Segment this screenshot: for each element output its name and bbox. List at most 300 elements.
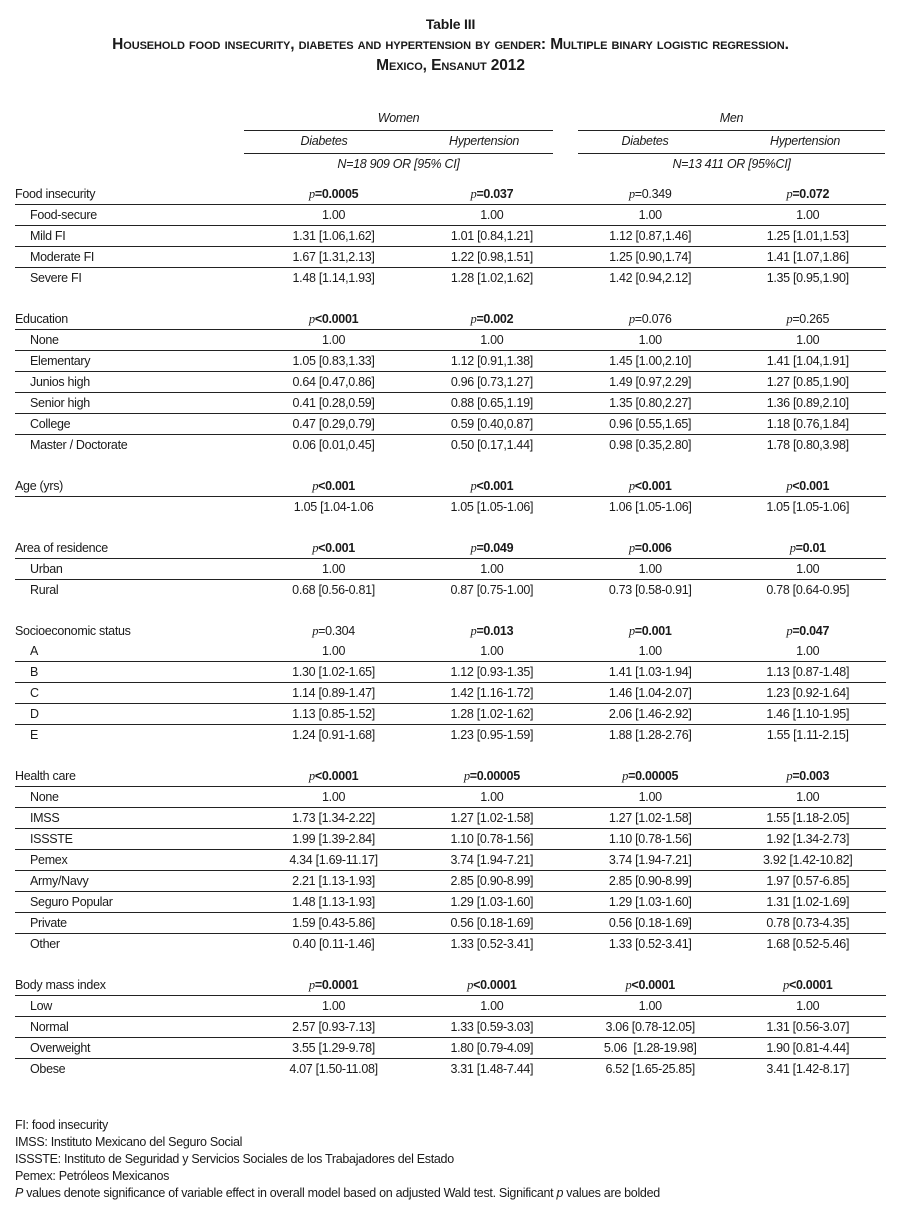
odds-ratio-cell: 1.99 [1.39-2.84] (254, 829, 412, 850)
group-header-row (15, 766, 886, 787)
p-value-text: <0.001 (318, 479, 355, 493)
group-label: Body mass index (15, 975, 254, 996)
odds-ratio-cell: 3.06 [0.78-12.05] (571, 1017, 730, 1038)
footnote-italic: P (15, 1186, 24, 1200)
odds-ratio-cell: 1.97 [0.57-6.85] (729, 871, 886, 892)
p-value-text: =0.013 (476, 624, 514, 638)
p-symbol: p (628, 541, 635, 555)
p-symbol: p (786, 187, 793, 201)
table-row (15, 641, 886, 662)
p-symbol: p (628, 479, 635, 493)
p-value-cell (254, 476, 412, 497)
table-title-line1: Household food insecurity, diabetes and hypertension by gender: Multiple binary logistic regression. (112, 36, 789, 53)
p-symbol: p (786, 479, 793, 493)
row-label: Moderate FI (15, 247, 254, 268)
p-value-text: <0.0001 (314, 312, 359, 326)
group-spacer (15, 517, 886, 538)
row-label: E (30, 728, 39, 742)
table-row (15, 1017, 886, 1038)
p-symbol: p (789, 541, 796, 555)
odds-ratio-cell: 1.55 [1.18-2.05] (729, 808, 886, 829)
odds-ratio-cell: 3.74 [1.94-7.21] (413, 850, 571, 871)
odds-ratio-cell: 1.28 [1.02,1.62] (450, 271, 533, 285)
odds-ratio-cell: 1.28 [1.02-1.62] (413, 704, 571, 725)
p-symbol: p (786, 624, 793, 638)
odds-ratio-cell: 1.36 [0.89,2.10] (729, 393, 886, 414)
p-symbol: p (470, 479, 477, 493)
odds-ratio-cell: 0.56 [0.18-1.69] (571, 913, 730, 934)
p-value-text: =0.037 (476, 187, 514, 201)
p-value (312, 541, 355, 555)
footnote-text: values denote significance of variable effect in overall model based on adjusted Wald test. Significant (23, 1186, 557, 1200)
p-value (786, 479, 829, 493)
odds-ratio-cell: 0.50 [0.17,1.44] (450, 438, 533, 452)
odds-ratio-cell: 3.31 [1.48-7.44] (450, 1062, 534, 1076)
table-row (15, 892, 886, 913)
odds-ratio-cell: 3.55 [1.29-9.78] (254, 1038, 412, 1059)
p-value (629, 624, 672, 638)
table-row (15, 205, 886, 226)
row-label: None (15, 330, 254, 351)
odds-ratio-cell: 1.46 [1.10-1.95] (729, 704, 886, 725)
table-row (15, 996, 886, 1017)
p-symbol: p (628, 624, 635, 638)
p-value-cell (571, 538, 730, 559)
row-label: C (15, 683, 254, 704)
spacer-cell (15, 745, 886, 766)
p-value-text: =0.00005 (628, 769, 679, 783)
odds-ratio-cell: 1.00 (254, 996, 412, 1017)
odds-ratio-cell: 0.96 [0.55,1.65] (571, 414, 730, 435)
row-label: A (15, 641, 254, 662)
p-value-text: <0.0001 (631, 978, 675, 992)
odds-ratio-cell: 1.88 [1.28-2.76] (608, 728, 692, 742)
p-value-cell (254, 184, 412, 205)
odds-ratio-cell: 1.33 [0.52-3.41] (450, 937, 534, 951)
table-row (15, 704, 886, 725)
p-value-text: <0.0001 (473, 978, 517, 992)
p-symbol: p (786, 312, 793, 326)
footnote-text: Pemex: Petróleos Mexicanos (15, 1169, 170, 1183)
p-value-cell (729, 975, 886, 996)
p-value (309, 769, 358, 783)
odds-ratio-cell: 5.06 [1.28-19.98] (571, 1038, 730, 1059)
p-value-cell (729, 766, 886, 787)
p-value-cell (571, 476, 730, 497)
p-value (309, 978, 358, 992)
odds-ratio-cell: 1.78 [0.80,3.98] (766, 438, 849, 452)
p-symbol: p (308, 187, 315, 201)
p-value (629, 312, 672, 326)
p-value (786, 624, 829, 638)
p-value (786, 187, 829, 201)
odds-ratio-cell: 1.10 [0.78-1.56] (413, 829, 571, 850)
odds-ratio-cell: 1.35 [0.80,2.27] (571, 393, 730, 414)
footnote (15, 1117, 660, 1134)
odds-ratio-cell: 0.41 [0.28,0.59] (254, 393, 412, 414)
p-symbol: p (470, 312, 477, 326)
p-value (629, 541, 672, 555)
p-symbol: p (783, 978, 789, 992)
p-symbol: p (470, 624, 477, 638)
group-header-row (15, 538, 886, 559)
odds-ratio-cell: 1.23 [0.92-1.64] (729, 683, 886, 704)
odds-ratio-cell: 1.00 (729, 787, 886, 808)
p-value (790, 541, 826, 555)
p-value-cell (729, 309, 886, 330)
p-symbol: p (786, 769, 793, 783)
p-symbol: p (463, 769, 470, 783)
odds-ratio-cell: 1.00 (571, 641, 730, 662)
odds-ratio-cell: 1.10 [0.78-1.56] (571, 829, 730, 850)
p-value (786, 769, 829, 783)
odds-ratio-cell: 1.73 [1.34-2.22] (254, 808, 412, 829)
odds-ratio-cell: 0.40 [0.11-1.46] (292, 937, 375, 951)
footnote-italic: p (556, 1186, 564, 1200)
odds-ratio-cell: 1.12 [0.93-1.35] (413, 662, 571, 683)
odds-ratio-cell: 1.00 (571, 996, 730, 1017)
group-header-row (15, 476, 886, 497)
table-row (15, 1059, 886, 1080)
p-symbol: p (622, 769, 629, 783)
p-symbol: p (628, 312, 635, 326)
odds-ratio-cell: 3.41 [1.42-8.17] (766, 1062, 850, 1076)
table-row (15, 808, 886, 829)
row-label: Army/Navy (15, 871, 254, 892)
p-value-cell (571, 975, 730, 996)
odds-ratio-cell: 1.42 [1.16-1.72] (413, 683, 571, 704)
footnote-text: values are bolded (563, 1186, 660, 1200)
odds-ratio-cell: 1.33 [0.59-3.03] (413, 1017, 571, 1038)
odds-ratio-cell: 1.00 (729, 330, 886, 351)
regression-table (15, 184, 886, 1079)
odds-ratio-cell: 1.00 (413, 559, 571, 580)
table-title-line2: Mexico, Ensanut 2012 (376, 57, 525, 74)
row-label: Low (15, 996, 254, 1017)
p-value (629, 187, 672, 201)
odds-ratio-cell: 0.88 [0.65,1.19] (413, 393, 571, 414)
odds-ratio-cell: 1.12 [0.91,1.38] (413, 351, 571, 372)
table-row (15, 268, 886, 289)
group-spacer (15, 954, 886, 975)
p-value-text: =0.001 (634, 624, 672, 638)
odds-ratio-cell: 1.33 [0.52-3.41] (608, 937, 692, 951)
group-label: Socioeconomic status (15, 624, 131, 638)
odds-ratio-cell: 1.49 [0.97,2.29] (571, 372, 730, 393)
p-value-cell (254, 309, 412, 330)
p-value-text: =0.002 (476, 312, 514, 326)
women-hypertension-header: Hypertension (448, 134, 520, 148)
footnote (15, 1168, 660, 1185)
p-value-cell (729, 621, 886, 641)
odds-ratio-cell: 1.55 [1.11-2.15] (766, 728, 849, 742)
group-label: Food insecurity (15, 184, 254, 205)
p-value-cell (413, 621, 571, 641)
group-spacer (15, 745, 886, 766)
p-value-cell (729, 538, 886, 559)
odds-ratio-cell: 1.22 [0.98,1.51] (413, 247, 571, 268)
p-value-cell (254, 538, 412, 559)
odds-ratio-cell: 1.18 [0.76,1.84] (729, 414, 886, 435)
p-value-text: <0.001 (318, 541, 355, 555)
p-value (629, 479, 672, 493)
footnote-text: ISSSTE: Instituto de Seguridad y Servicios Sociales de los Trabajadores del Estado (15, 1152, 454, 1166)
odds-ratio-cell: 1.12 [0.87,1.46] (571, 226, 730, 247)
p-symbol: p (628, 187, 635, 201)
p-value-text: =0.00005 (469, 769, 520, 783)
table-row (15, 372, 886, 393)
odds-ratio-cell: 1.00 (571, 205, 730, 226)
table-row (15, 497, 886, 518)
odds-ratio-cell: 1.00 (571, 330, 730, 351)
odds-ratio-cell: 1.31 [1.06,1.62] (254, 226, 412, 247)
p-value-cell (254, 975, 412, 996)
p-value-cell (571, 184, 730, 205)
p-value (622, 769, 678, 783)
p-value-cell (413, 538, 571, 559)
odds-ratio-cell: 1.00 (413, 205, 571, 226)
row-label: Seguro Popular (15, 892, 254, 913)
p-value-text: <0.001 (634, 479, 672, 493)
p-value-cell (571, 621, 730, 641)
row-label: Mild FI (15, 226, 254, 247)
p-value-text: =0.072 (792, 187, 830, 201)
men-hypertension-header: Hypertension (769, 134, 841, 148)
odds-ratio-cell: 1.06 [1.05-1.06] (608, 500, 692, 514)
table-row (15, 414, 886, 435)
row-label: Severe FI (30, 271, 82, 285)
odds-ratio-cell: 2.21 [1.13-1.93] (254, 871, 412, 892)
women-sample-size: N=18 909 OR [95% CI] (337, 157, 460, 171)
odds-ratio-cell: 1.00 (254, 787, 412, 808)
odds-ratio-cell: 0.87 [0.75-1.00] (450, 583, 534, 597)
row-label: Urban (15, 559, 254, 580)
odds-ratio-cell: 3.92 [1.42-10.82] (729, 850, 886, 871)
p-value (309, 187, 358, 201)
spacer-cell (15, 954, 886, 975)
odds-ratio-cell: 1.24 [0.91-1.68] (292, 728, 375, 742)
women-header-rule (244, 130, 553, 131)
p-value (312, 624, 355, 638)
odds-ratio-cell: 1.92 [1.34-2.73] (729, 829, 886, 850)
odds-ratio-cell: 1.27 [1.02-1.58] (413, 808, 571, 829)
odds-ratio-cell: 1.68 [0.52-5.46] (766, 937, 850, 951)
row-label: Junios high (15, 372, 254, 393)
p-value (470, 624, 513, 638)
odds-ratio-cell: 1.35 [0.95,1.90] (766, 271, 849, 285)
odds-ratio-cell: 1.00 (254, 205, 412, 226)
p-value-cell (413, 766, 571, 787)
odds-ratio-cell: 2.57 [0.93-7.13] (254, 1017, 412, 1038)
women-diabetes-header: Diabetes (300, 134, 348, 148)
p-value (464, 769, 520, 783)
table-row (15, 829, 886, 850)
table-label: Table III (425, 16, 476, 32)
p-value (467, 978, 516, 992)
odds-ratio-cell: 1.90 [0.81-4.44] (729, 1038, 886, 1059)
odds-ratio-cell: 1.80 [0.79-4.09] (413, 1038, 571, 1059)
odds-ratio-cell: 0.47 [0.29,0.79] (254, 414, 412, 435)
odds-ratio-cell: 1.00 (254, 559, 412, 580)
p-value-text: =0.003 (792, 769, 830, 783)
p-value (470, 187, 513, 201)
p-value (783, 978, 832, 992)
odds-ratio-cell: 1.46 [1.04-2.07] (571, 683, 730, 704)
p-value (470, 312, 513, 326)
p-value-cell (413, 184, 571, 205)
row-label: Senior high (15, 393, 254, 414)
odds-ratio-cell: 1.42 [0.94,2.12] (609, 271, 692, 285)
row-label: Private (15, 913, 254, 934)
odds-ratio-cell: 1.25 [1.01,1.53] (729, 226, 886, 247)
group-label: Age (yrs) (15, 476, 254, 497)
group-header-row (15, 309, 886, 330)
table-row (15, 1038, 886, 1059)
p-value-cell (413, 975, 571, 996)
row-label: College (15, 414, 254, 435)
odds-ratio-cell: 1.23 [0.95-1.59] (450, 728, 534, 742)
men-sample-size: N=13 411 OR [95%CI] (672, 157, 791, 171)
odds-ratio-cell: 1.00 (413, 641, 571, 662)
table-row (15, 850, 886, 871)
regression-table-body (15, 184, 886, 1079)
odds-ratio-cell: 1.25 [0.90,1.74] (571, 247, 730, 268)
p-value-text: =0.006 (634, 541, 672, 555)
odds-ratio-cell: 1.00 (729, 559, 886, 580)
footnote (15, 1151, 660, 1168)
odds-ratio-cell: 2.85 [0.90-8.99] (571, 871, 730, 892)
table-row (15, 683, 886, 704)
table-row (15, 330, 886, 351)
odds-ratio-cell: 1.14 [0.89-1.47] (254, 683, 412, 704)
odds-ratio-cell: 1.48 [1.13-1.93] (254, 892, 412, 913)
p-value-cell (571, 309, 730, 330)
odds-ratio-cell: 1.27 [0.85,1.90] (729, 372, 886, 393)
men-header: Men (719, 111, 744, 125)
p-symbol: p (625, 978, 632, 992)
group-label: Area of residence (15, 538, 254, 559)
group-header-row (15, 621, 886, 641)
odds-ratio-cell: 0.73 [0.58-0.91] (608, 583, 692, 597)
odds-ratio-cell: 1.29 [1.03-1.60] (413, 892, 571, 913)
odds-ratio-cell: 1.31 [1.02-1.69] (729, 892, 886, 913)
table-title-block (0, 14, 901, 76)
odds-ratio-cell: 1.05 [1.05-1.06] (450, 500, 534, 514)
row-label: Elementary (15, 351, 254, 372)
p-value-cell (413, 476, 571, 497)
p-value-cell (254, 766, 412, 787)
odds-ratio-cell: 1.00 (729, 641, 886, 662)
odds-ratio-cell: 1.41 [1.03-1.94] (571, 662, 730, 683)
odds-ratio-cell: 1.45 [1.00,2.10] (571, 351, 730, 372)
women-header: Women (377, 111, 420, 125)
table-row (15, 226, 886, 247)
men-diabetes-header: Diabetes (621, 134, 669, 148)
odds-ratio-cell: 1.00 (571, 787, 730, 808)
odds-ratio-cell: 0.96 [0.73,1.27] (413, 372, 571, 393)
p-value-text: =0.047 (792, 624, 830, 638)
footnote (15, 1185, 660, 1202)
table-row (15, 247, 886, 268)
p-value (626, 978, 675, 992)
p-symbol: p (312, 541, 319, 555)
odds-ratio-cell: 0.98 [0.35,2.80] (609, 438, 692, 452)
odds-ratio-cell: 1.59 [0.43-5.86] (254, 913, 412, 934)
table-row (15, 934, 886, 955)
odds-ratio-cell: 2.06 [1.46-2.92] (571, 704, 730, 725)
p-symbol: p (308, 978, 315, 992)
table-row (15, 351, 886, 372)
p-value-cell (413, 309, 571, 330)
odds-ratio-cell: 1.29 [1.03-1.60] (571, 892, 730, 913)
p-value-cell (254, 621, 412, 641)
p-value (786, 312, 829, 326)
group-spacer (15, 600, 886, 621)
odds-ratio-cell: 1.30 [1.02-1.65] (254, 662, 412, 683)
odds-ratio-cell: 3.74 [1.94-7.21] (571, 850, 730, 871)
table-row (15, 580, 886, 601)
odds-ratio-cell: 1.41 [1.07,1.86] (729, 247, 886, 268)
row-label: Food-secure (15, 205, 254, 226)
row-label: Rural (30, 583, 59, 597)
odds-ratio-cell: 6.52 [1.65-25.85] (605, 1062, 695, 1076)
table-row (15, 913, 886, 934)
p-value-text: <0.001 (792, 479, 830, 493)
p-value-text: <0.001 (476, 479, 514, 493)
odds-ratio-cell: 1.00 (571, 559, 730, 580)
row-label: None (15, 787, 254, 808)
row-label: Normal (15, 1017, 254, 1038)
p-value-text: =0.076 (634, 312, 672, 326)
row-label: Master / Doctorate (30, 438, 128, 452)
odds-ratio-cell: 1.27 [1.02-1.58] (571, 808, 730, 829)
group-spacer (15, 288, 886, 309)
row-label: Obese (30, 1062, 66, 1076)
table-row (15, 393, 886, 414)
table-row (15, 725, 886, 746)
table-row (15, 559, 886, 580)
row-label: B (15, 662, 254, 683)
odds-ratio-cell: 1.00 (254, 330, 412, 351)
odds-ratio-cell: 0.78 [0.73-4.35] (729, 913, 886, 934)
group-header-row (15, 975, 886, 996)
odds-ratio-cell: 1.00 (729, 205, 886, 226)
p-value (312, 479, 355, 493)
p-value-text: =0.0005 (314, 187, 359, 201)
odds-ratio-cell: 1.31 [0.56-3.07] (729, 1017, 886, 1038)
footnote (15, 1134, 660, 1151)
odds-ratio-cell: 1.00 (413, 996, 571, 1017)
odds-ratio-cell: 1.13 [0.87-1.48] (729, 662, 886, 683)
odds-ratio-cell: 0.64 [0.47,0.86] (254, 372, 412, 393)
odds-ratio-cell: 1.00 (413, 330, 571, 351)
p-symbol: p (312, 624, 319, 638)
odds-ratio-cell: 0.59 [0.40,0.87] (413, 414, 571, 435)
p-symbol: p (308, 769, 315, 783)
footnote-text: IMSS: Instituto Mexicano del Seguro Social (15, 1135, 243, 1149)
women-subheader-rule (244, 153, 553, 154)
odds-ratio-cell: 1.05 [1.05-1.06] (766, 500, 850, 514)
men-header-rule (578, 130, 885, 131)
odds-ratio-cell: 1.05 [1.04-1.06 (293, 500, 374, 514)
footnote-text: FI: food insecurity (15, 1118, 108, 1132)
table-row (15, 662, 886, 683)
p-value (309, 312, 358, 326)
table-row (15, 435, 886, 456)
odds-ratio-cell: 1.00 (729, 996, 886, 1017)
p-value-cell (571, 766, 730, 787)
group-spacer (15, 455, 886, 476)
